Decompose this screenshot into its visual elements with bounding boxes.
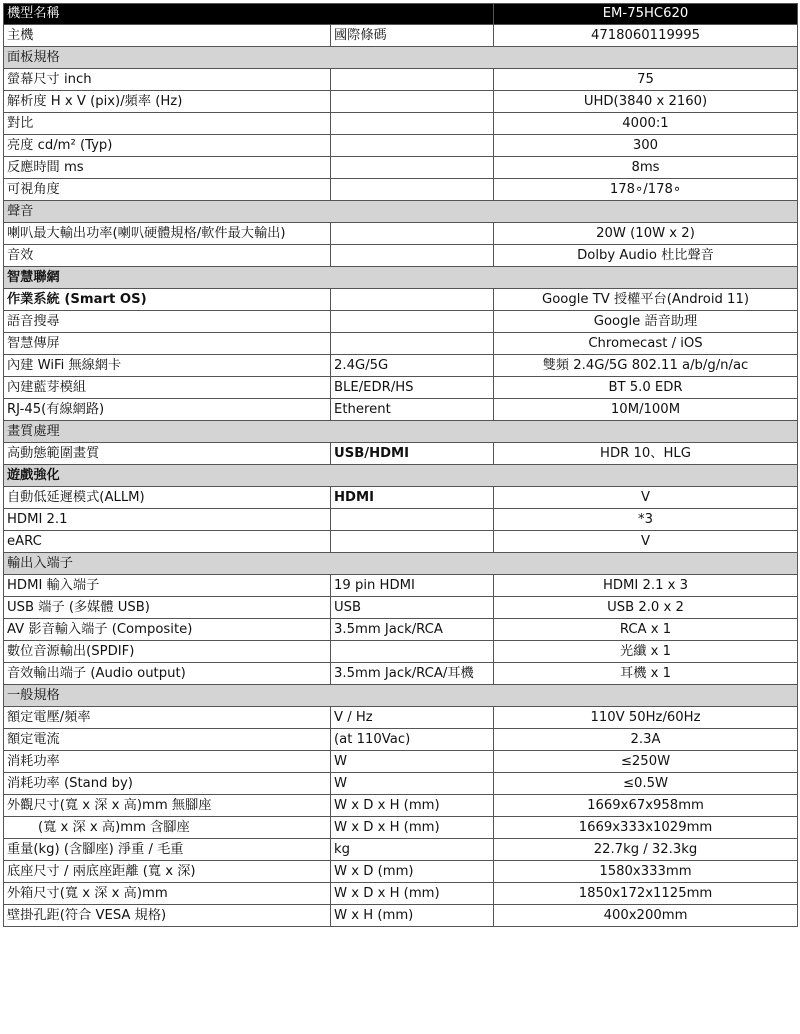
spec-value: V [494, 487, 798, 509]
spec-unit: 2.4G/5G [331, 355, 494, 377]
spec-label: 內建藍芽模組 [4, 377, 331, 399]
spec-label: 重量(kg) (含腳座) 淨重 / 毛重 [4, 839, 331, 861]
spec-value: UHD(3840 x 2160) [494, 91, 798, 113]
spec-value: 1669x333x1029mm [494, 817, 798, 839]
spec-label: 對比 [4, 113, 331, 135]
spec-row [4, 883, 798, 905]
spec-value: 75 [494, 69, 798, 91]
spec-value: 400x200mm [494, 905, 798, 927]
spec-value: 300 [494, 135, 798, 157]
spec-value: 110V 50Hz/60Hz [494, 707, 798, 729]
spec-unit [331, 509, 494, 531]
spec-value: Dolby Audio 杜比聲音 [494, 245, 798, 267]
spec-row [4, 311, 798, 333]
spec-label: 音效輸出端子 (Audio output) [4, 663, 331, 685]
spec-label: 底座尺寸 / 兩底座距離 (寬 x 深) [4, 861, 331, 883]
spec-unit: W x D x H (mm) [331, 883, 494, 905]
spec-unit [331, 223, 494, 245]
spec-row [4, 839, 798, 861]
spec-row [4, 355, 798, 377]
spec-row [4, 729, 798, 751]
spec-unit [331, 641, 494, 663]
spec-unit [331, 69, 494, 91]
section-header [4, 267, 798, 289]
spec-unit: (at 110Vac) [331, 729, 494, 751]
section-title: 輸出入端子 [4, 553, 798, 575]
title-row [4, 4, 798, 25]
spec-row [4, 619, 798, 641]
section-title: 面板規格 [4, 47, 798, 69]
spec-unit [331, 333, 494, 355]
spec-label: AV 影音輸入端子 (Composite) [4, 619, 331, 641]
spec-unit [331, 179, 494, 201]
spec-value: USB 2.0 x 2 [494, 597, 798, 619]
spec-value: ≤0.5W [494, 773, 798, 795]
spec-unit: W x D x H (mm) [331, 795, 494, 817]
spec-label: 數位音源輸出(SPDIF) [4, 641, 331, 663]
spec-label: USB 端子 (多媒體 USB) [4, 597, 331, 619]
spec-row [4, 861, 798, 883]
spec-value: V [494, 531, 798, 553]
section-header [4, 421, 798, 443]
spec-row [4, 223, 798, 245]
spec-value: 1850x172x1125mm [494, 883, 798, 905]
spec-unit [331, 531, 494, 553]
section-header [4, 465, 798, 487]
spec-unit [331, 113, 494, 135]
spec-row [4, 575, 798, 597]
spec-unit: 19 pin HDMI [331, 575, 494, 597]
spec-label: 消耗功率 (Stand by) [4, 773, 331, 795]
spec-row [4, 289, 798, 311]
spec-label: 解析度 H x V (pix)/頻率 (Hz) [4, 91, 331, 113]
spec-label: RJ-45(有線網路) [4, 399, 331, 421]
spec-label: (寬 x 深 x 高)mm 含腳座 [4, 817, 331, 839]
spec-value: 4000:1 [494, 113, 798, 135]
spec-row [4, 905, 798, 927]
spec-value: Chromecast / iOS [494, 333, 798, 355]
section-title: 聲音 [4, 201, 798, 223]
spec-value: 20W (10W x 2) [494, 223, 798, 245]
section-header [4, 47, 798, 69]
section-header [4, 685, 798, 707]
spec-row [4, 25, 798, 47]
spec-label: 喇叭最大輸出功率(喇叭硬體規格/軟件最大輸出) [4, 223, 331, 245]
spec-unit: USB/HDMI [331, 443, 494, 465]
spec-value: Google TV 授權平台(Android 11) [494, 289, 798, 311]
spec-label: 消耗功率 [4, 751, 331, 773]
spec-value: HDMI 2.1 x 3 [494, 575, 798, 597]
spec-row [4, 179, 798, 201]
spec-unit: W [331, 773, 494, 795]
spec-value: 8ms [494, 157, 798, 179]
spec-value: 光纖 x 1 [494, 641, 798, 663]
section-title: 智慧聯網 [4, 267, 798, 289]
spec-row [4, 817, 798, 839]
spec-label: 作業系統 (Smart OS) [4, 289, 331, 311]
spec-label: 壁掛孔距(符合 VESA 規格) [4, 905, 331, 927]
spec-row [4, 69, 798, 91]
model-number: EM-75HC620 [494, 4, 798, 25]
spec-label: 語音搜尋 [4, 311, 331, 333]
spec-label: eARC [4, 531, 331, 553]
spec-value: HDR 10、HLG [494, 443, 798, 465]
section-title: 遊戲強化 [4, 465, 798, 487]
spec-unit: W [331, 751, 494, 773]
spec-sheet [3, 3, 797, 927]
spec-label: 外箱尺寸(寬 x 深 x 高)mm [4, 883, 331, 905]
spec-label: HDMI 輸入端子 [4, 575, 331, 597]
section-title: 一般規格 [4, 685, 798, 707]
spec-value: 178∘/178∘ [494, 179, 798, 201]
spec-row [4, 245, 798, 267]
spec-row [4, 751, 798, 773]
spec-unit [331, 91, 494, 113]
spec-value: 雙頻 2.4G/5G 802.11 a/b/g/n/ac [494, 355, 798, 377]
spec-unit: BLE/EDR/HS [331, 377, 494, 399]
spec-row [4, 795, 798, 817]
spec-unit [331, 245, 494, 267]
spec-row [4, 443, 798, 465]
spec-row [4, 113, 798, 135]
spec-unit: USB [331, 597, 494, 619]
spec-label: 智慧傳屏 [4, 333, 331, 355]
spec-label: 音效 [4, 245, 331, 267]
spec-row [4, 399, 798, 421]
spec-value: 10M/100M [494, 399, 798, 421]
spec-unit: W x D (mm) [331, 861, 494, 883]
spec-label: 外觀尺寸(寬 x 深 x 高)mm 無腳座 [4, 795, 331, 817]
spec-value: RCA x 1 [494, 619, 798, 641]
spec-row [4, 91, 798, 113]
spec-row [4, 333, 798, 355]
spec-value: 耳機 x 1 [494, 663, 798, 685]
spec-row [4, 157, 798, 179]
spec-value: 4718060119995 [494, 25, 798, 47]
spec-unit [331, 311, 494, 333]
spec-value: 1580x333mm [494, 861, 798, 883]
spec-row [4, 531, 798, 553]
spec-row [4, 487, 798, 509]
spec-unit [331, 289, 494, 311]
spec-row [4, 773, 798, 795]
spec-unit [331, 135, 494, 157]
spec-row [4, 509, 798, 531]
spec-row [4, 597, 798, 619]
spec-row [4, 135, 798, 157]
spec-unit: HDMI [331, 487, 494, 509]
spec-table [3, 3, 798, 927]
spec-value: ≤250W [494, 751, 798, 773]
spec-row [4, 707, 798, 729]
spec-row [4, 641, 798, 663]
spec-unit: W x H (mm) [331, 905, 494, 927]
spec-unit: Etherent [331, 399, 494, 421]
spec-label: 主機 [4, 25, 331, 47]
spec-label: 亮度 cd/m² (Typ) [4, 135, 331, 157]
spec-label: 額定電流 [4, 729, 331, 751]
spec-label: 自動低延遲模式(ALLM) [4, 487, 331, 509]
spec-unit: 3.5mm Jack/RCA/耳機 [331, 663, 494, 685]
section-title: 畫質處理 [4, 421, 798, 443]
section-header [4, 553, 798, 575]
spec-value: *3 [494, 509, 798, 531]
spec-label: HDMI 2.1 [4, 509, 331, 531]
spec-label: 螢幕尺寸 inch [4, 69, 331, 91]
spec-label: 高動態範圍畫質 [4, 443, 331, 465]
section-header [4, 201, 798, 223]
spec-value: 1669x67x958mm [494, 795, 798, 817]
spec-row [4, 663, 798, 685]
spec-value: 2.3A [494, 729, 798, 751]
spec-label: 額定電壓/頻率 [4, 707, 331, 729]
spec-row [4, 377, 798, 399]
spec-label: 內建 WiFi 無線網卡 [4, 355, 331, 377]
spec-label: 反應時間 ms [4, 157, 331, 179]
spec-value: Google 語音助理 [494, 311, 798, 333]
spec-label: 可視角度 [4, 179, 331, 201]
spec-unit [331, 157, 494, 179]
spec-unit: 3.5mm Jack/RCA [331, 619, 494, 641]
spec-unit: kg [331, 839, 494, 861]
spec-unit: V / Hz [331, 707, 494, 729]
spec-value: 22.7kg / 32.3kg [494, 839, 798, 861]
spec-value: BT 5.0 EDR [494, 377, 798, 399]
model-name-label: 機型名稱 [4, 4, 494, 25]
spec-unit: W x D x H (mm) [331, 817, 494, 839]
spec-unit: 國際條碼 [331, 25, 494, 47]
